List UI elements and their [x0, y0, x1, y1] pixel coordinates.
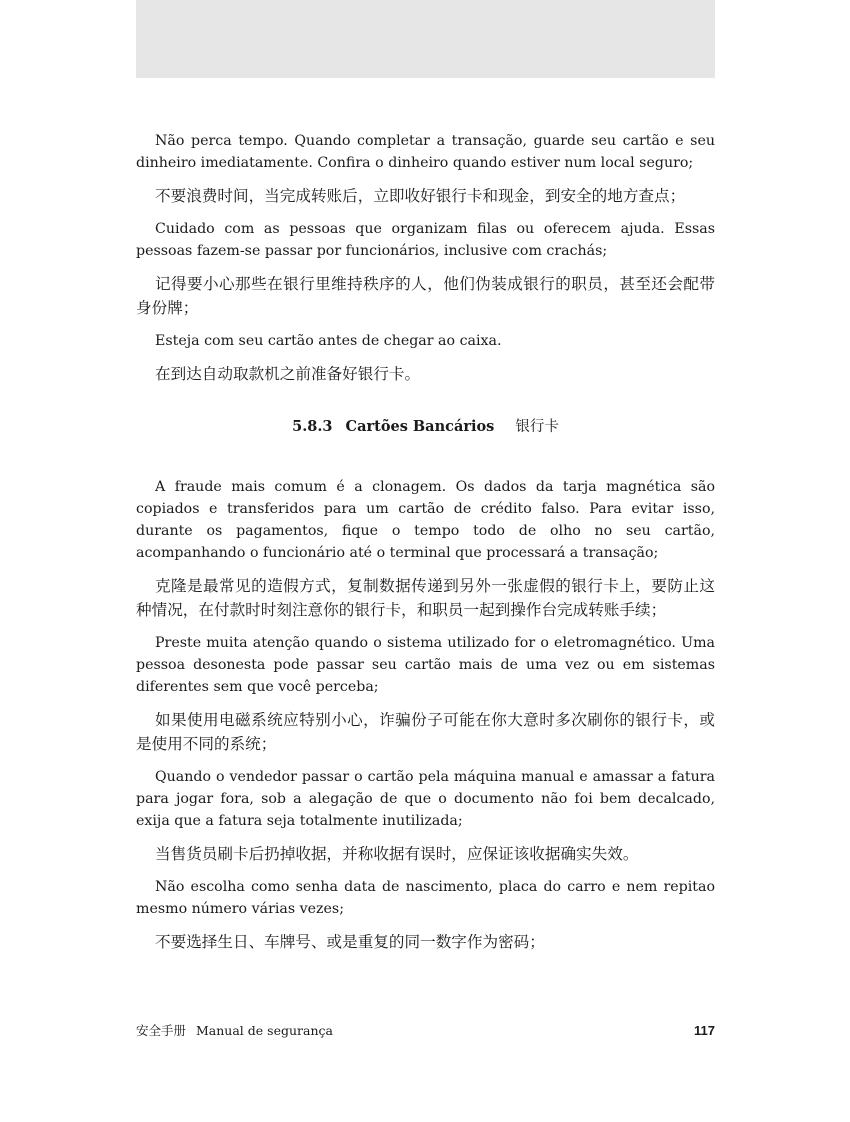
paragraph-zh: 记得要小心那些在银行里维持秩序的人，他们伪装成银行的职员，甚至还会配带身份牌；: [136, 275, 715, 317]
paragraph-pt: Esteja com seu cartão antes de chegar ao caixa.: [155, 333, 502, 349]
paragraph-zh: 在到达自动取款机之前准备好银行卡。: [155, 365, 421, 383]
paragraph-pt: Não escolha como senha data de nascimento, placa do carro e nem repitao mesmo número várias vezes;: [136, 879, 715, 917]
paragraph-pt: Quando o vendedor passar o cartão pela máquina manual e amassar a fatura para jogar fora, sob a alegação de que o documento não foi bem decalcado, exija que a fatura seja totalmente inutilizada;: [136, 769, 715, 829]
page-body: [136, 130, 715, 964]
header-band: [136, 0, 715, 78]
paragraph-zh: 克隆是最常见的造假方式，复制数据传递到另外一张虚假的银行卡上，要防止这种情况，在付款时时刻注意你的银行卡，和职员一起到操作台完成转账手续；: [136, 577, 715, 619]
page-footer: [136, 1020, 715, 1042]
running-title-pt: Manual de segurança: [196, 1023, 333, 1038]
paragraph-zh: 不要选择生日、车牌号、或是重复的同一数字作为密码；: [155, 933, 545, 951]
section-title: Cartões Bancários: [345, 418, 495, 435]
section-heading: [136, 416, 715, 438]
paragraph-zh: 如果使用电磁系统应特别小心，诈骗份子可能在你大意时多次刷你的银行卡，或是使用不同的系统；: [136, 711, 715, 753]
paragraph-pt: Cuidado com as pessoas que organizam filas ou oferecem ajuda. Essas pessoas fazem-se passar por funcionários, inclusive com crachás;: [136, 221, 715, 259]
paragraph-zh: 当售货员刷卡后扔掉收据，并称收据有误时，应保证该收据确实失效。: [155, 845, 639, 863]
paragraph-pt: Preste muita atenção quando o sistema utilizado for o eletromagnético. Uma pessoa desonesta pode passar seu cartão mais de uma vez ou em sistemas diferentes sem que você perceba;: [136, 635, 715, 695]
running-title-zh: 安全手册: [136, 1023, 187, 1038]
section-number: 5.8.3: [292, 418, 333, 435]
running-title: [136, 1020, 333, 1042]
page-number: 117: [694, 1023, 715, 1038]
paragraph-zh: 不要浪费时间，当完成转账后，立即收好银行卡和现金，到安全的地方查点；: [155, 187, 686, 205]
section-title-zh: 银行卡: [515, 419, 559, 435]
paragraph-pt: A fraude mais comum é a clonagem. Os dados da tarja magnética são copiados e transferidos para um cartão de crédito falso. Para evitar isso, durante os pagamentos, fique o tempo todo de olho no seu cartão, acompanhando o funcionário até o terminal que processará a transação;: [136, 479, 715, 561]
paragraph-pt: Não perca tempo. Quando completar a transação, guarde seu cartão e seu dinheiro imediatamente. Confira o dinheiro quando estiver num local seguro;: [136, 133, 715, 171]
